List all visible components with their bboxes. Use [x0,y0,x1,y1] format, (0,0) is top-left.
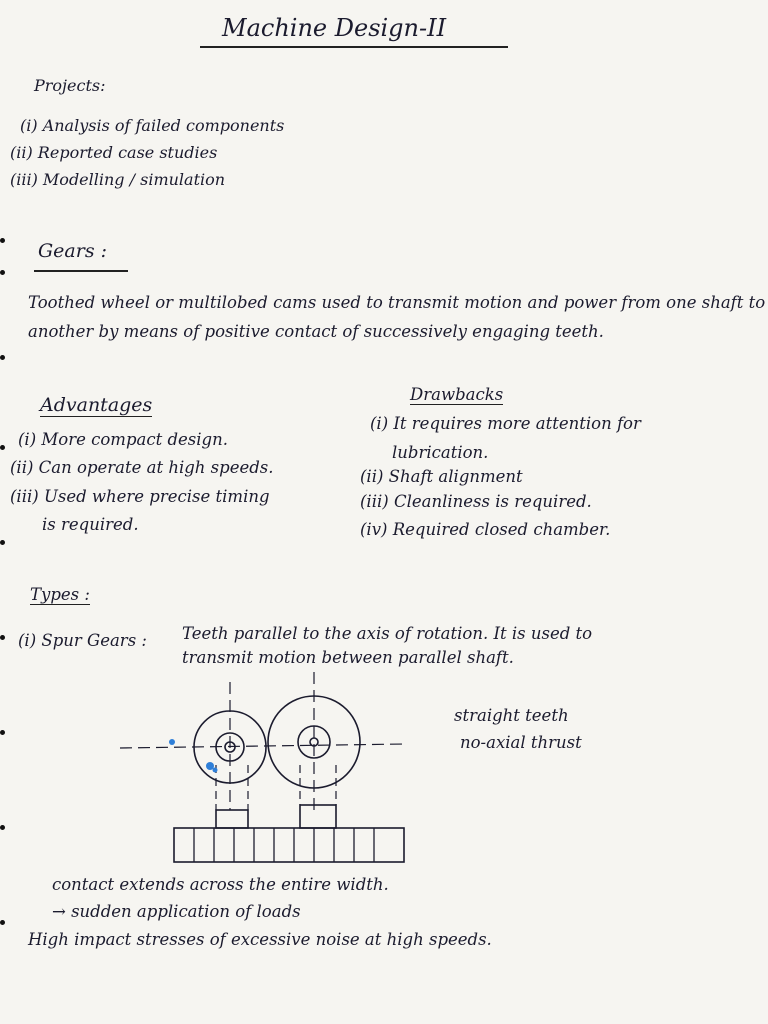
projects-heading: Projects: [34,76,106,95]
projects-item: (i) Analysis of failed components [20,116,285,135]
margin-dot [0,445,5,450]
diagram-note-no-axial-thrust: no-axial thrust [460,733,582,752]
margin-dot [0,355,5,360]
advantages-heading-text: Advantages [40,394,153,416]
advantage-item: (ii) Can operate at high speeds. [10,458,274,477]
margin-dot [0,540,5,545]
margin-dot [0,270,5,275]
drawback-item: (iv) Required closed chamber. [360,520,611,539]
spur-gears-line2: transmit motion between parallel shaft. [182,648,514,667]
types-heading [30,585,90,604]
advantage-item: (i) More compact design. [18,430,228,449]
note-contact-width: contact extends across the entire width. [52,875,389,894]
types-heading-text: Types : [30,585,90,604]
drawback-item: (i) It requires more attention for [370,414,641,433]
gears-underline [34,270,128,272]
margin-dot [0,238,5,243]
drawbacks-heading-text: Drawbacks [410,385,504,404]
drawback-item: (iii) Cleanliness is required. [360,492,592,511]
advantage-item: is required. [42,515,139,534]
margin-dot [0,825,5,830]
large-gear-tooth-block [300,805,336,828]
small-gear-tooth-block [216,810,248,828]
margin-dot [0,635,5,640]
projects-item: (iii) Modelling / simulation [10,170,226,189]
drawbacks-heading [410,385,503,404]
note-impact-stress: High impact stresses of excessive noise at high speeds. [28,930,492,949]
margin-dot [0,920,5,925]
margin-dot [0,730,5,735]
gears-definition: Toothed wheel or multilobed cams used to transmit motion and power from one shaft to another by means of positive contact of successively engaging teeth. [28,293,766,341]
gears-heading: Gears : [38,240,108,262]
rack-base [174,828,404,862]
spur-gears-line1: Teeth parallel to the axis of rotation. It is used to [182,624,593,643]
note-sudden-loads: → sudden application of loads [52,902,301,921]
page-title: Machine Design-II [222,14,447,42]
title-underline [200,46,508,48]
drawback-item: (ii) Shaft alignment [360,467,523,486]
drawback-item: lubrication. [392,443,489,462]
spur-gears-label: (i) Spur Gears : [18,631,147,650]
spur-gear-diagram [110,670,430,880]
diagram-note-straight-teeth: straight teeth [454,706,569,725]
projects-item: (ii) Reported case studies [10,143,218,162]
advantage-item: (iii) Used where precise timing [10,487,270,506]
advantages-heading [40,394,152,416]
center-line [120,744,405,748]
